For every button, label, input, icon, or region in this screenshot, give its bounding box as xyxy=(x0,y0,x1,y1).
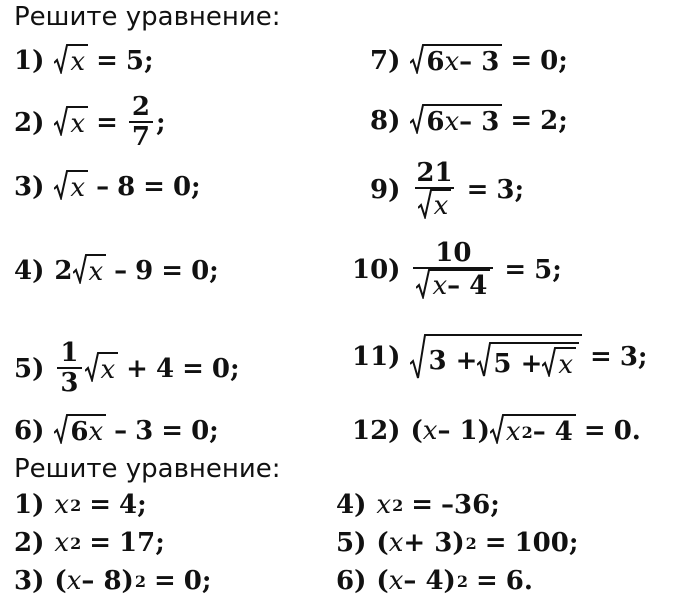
equation-body: 6 x – 3 = 2; xyxy=(410,104,567,137)
equation-number: 6) xyxy=(336,566,367,596)
equation-number: 2) xyxy=(14,107,45,138)
equation-body: ( x – 1) x 2 – 4 = 0. xyxy=(410,415,641,447)
radical: x xyxy=(73,254,107,287)
equation-body: 10 x – 4 = 5; xyxy=(410,240,561,301)
equation-number: 2) xyxy=(14,528,45,558)
equation-number: 9) xyxy=(370,175,401,206)
heading-1: Решите уравнение: xyxy=(14,2,281,32)
fraction: 10 x – 4 xyxy=(413,240,493,301)
equation-number: 3) xyxy=(14,171,45,202)
equation-9 xyxy=(370,160,524,221)
equation-1 xyxy=(14,44,154,77)
equation-4 xyxy=(14,254,219,287)
equation-body: $\frac{1}{3}$ x + 4 = 0; xyxy=(54,340,239,398)
equation-body: x = $\frac{2}{7}$ ; xyxy=(54,94,165,152)
equation-8 xyxy=(370,104,568,137)
equation-number: 12) xyxy=(352,415,401,446)
fraction: $\frac{2}{7}$ xyxy=(129,94,153,152)
equation-number: 1) xyxy=(14,45,45,76)
radical: x xyxy=(54,170,88,203)
equation-10 xyxy=(352,240,562,301)
equation-11 xyxy=(352,334,648,380)
fraction: $\frac{1}{3}$ xyxy=(57,340,81,398)
equation-2-4 xyxy=(336,490,500,520)
radical: x xyxy=(54,44,88,77)
equation-7 xyxy=(370,44,568,77)
equation-body: ( x – 4) 2 = 6. xyxy=(376,566,533,596)
radical-inner: x xyxy=(542,347,576,380)
equation-2-5 xyxy=(336,528,578,558)
equation-2-3 xyxy=(14,566,211,596)
equation-body: 6 x – 3 = 0; xyxy=(54,414,218,447)
equation-number: 10) xyxy=(352,255,401,286)
equation-body: x = 5; xyxy=(54,44,153,77)
equation-number: 4) xyxy=(336,490,367,520)
equation-number: 5) xyxy=(336,528,367,558)
equation-5 xyxy=(14,340,240,398)
equation-3 xyxy=(14,170,201,203)
equation-2-2 xyxy=(14,528,165,558)
radical: 6 x – 3 xyxy=(410,104,502,137)
equation-body: x 2 = –36; xyxy=(376,490,500,520)
fraction: $\frac{21}{x}$ xyxy=(416,158,453,222)
radical: 6 x xyxy=(54,414,106,447)
equation-body: x – 8 = 0; xyxy=(54,170,200,203)
equation-body: 3 + 5 + x = 3; xyxy=(410,334,647,380)
equation-body: ( x + 3) 2 = 100; xyxy=(376,528,579,558)
radical: x 2 – 4 xyxy=(490,414,576,447)
equation-number: 3) xyxy=(14,566,45,596)
radical: x xyxy=(85,352,119,385)
equation-body: 6 x – 3 = 0; xyxy=(410,44,567,77)
radical-outer: 3 + 5 + x xyxy=(410,334,582,380)
equation-number: 5) xyxy=(14,353,45,384)
equation-number: 6) xyxy=(14,415,45,446)
equation-number: 4) xyxy=(14,255,45,286)
radical-middle: 5 + x xyxy=(477,342,579,380)
equation-2-6 xyxy=(336,566,533,596)
equation-number: 11) xyxy=(352,342,401,372)
equation-2-1 xyxy=(14,490,147,520)
equation-2 xyxy=(14,94,166,152)
equation-body: 2 x – 9 = 0; xyxy=(54,255,219,287)
heading-2: Решите уравнение: xyxy=(14,454,281,484)
equation-number: 8) xyxy=(370,105,401,136)
equation-6 xyxy=(14,414,219,447)
equation-12 xyxy=(352,414,641,447)
equation-body: $\frac{21}{x}$ = 3; xyxy=(410,160,524,221)
equation-body: ( x – 8) 2 = 0; xyxy=(54,566,212,596)
equation-body: x 2 = 4; xyxy=(54,490,147,520)
equation-number: 1) xyxy=(14,490,45,520)
radical: 6 x – 3 xyxy=(410,44,502,77)
radical: x xyxy=(54,106,88,139)
equation-body: x 2 = 17; xyxy=(54,528,165,558)
equation-number: 7) xyxy=(370,45,401,76)
